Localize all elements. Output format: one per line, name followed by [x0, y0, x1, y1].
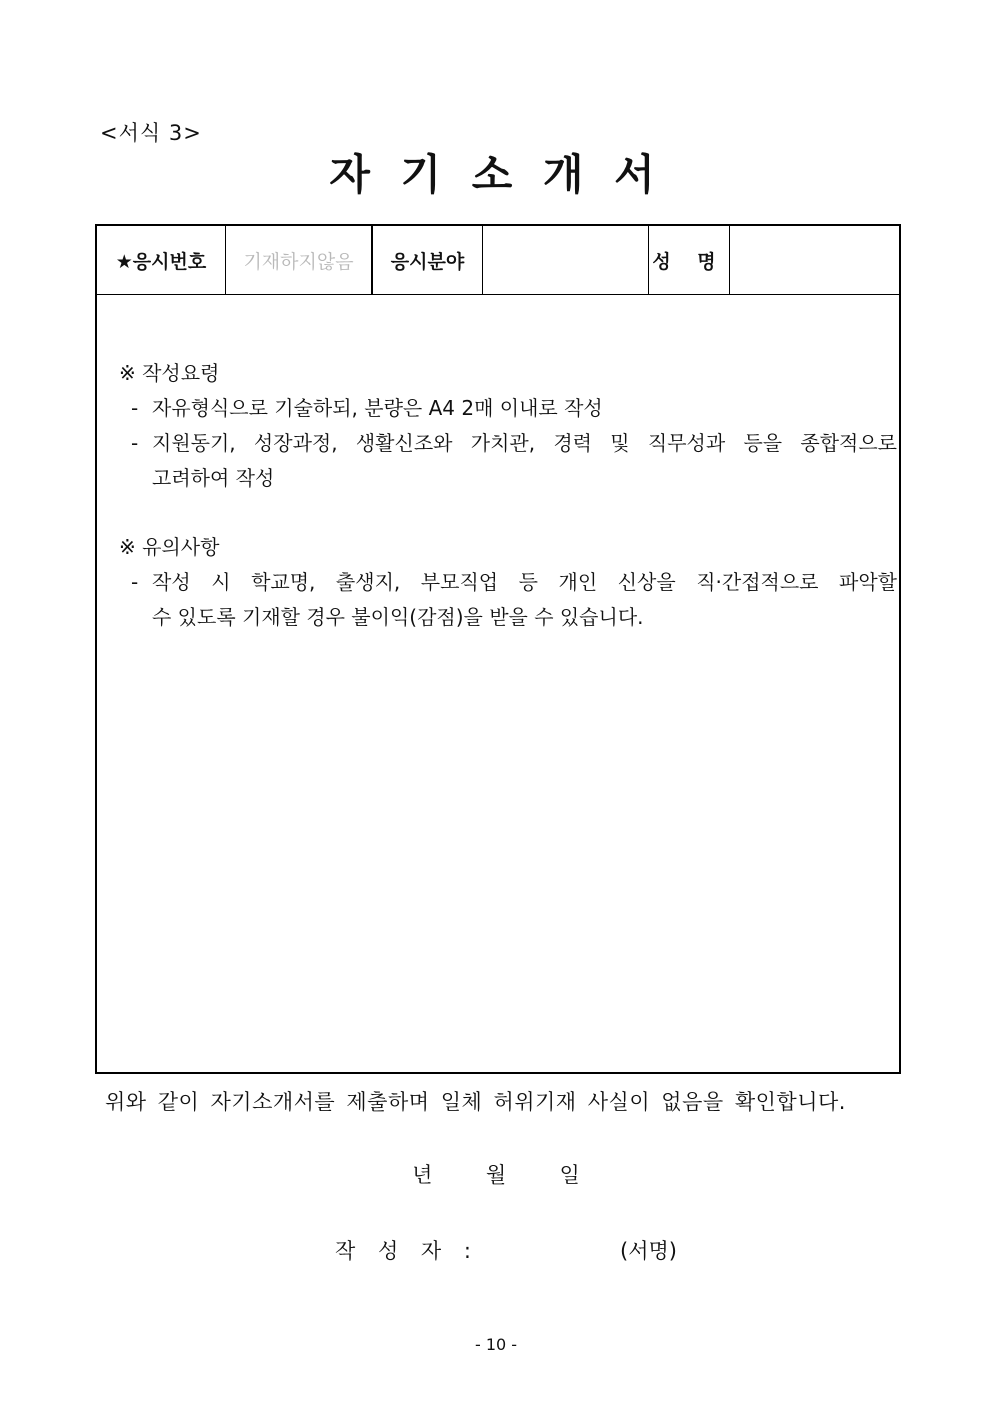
- confirmation-statement: 위와 같이 자기소개서를 제출하며 일체 허위기재 사실이 없음을 확인합니다.: [105, 1090, 846, 1114]
- list-item: [119, 391, 897, 426]
- header-row: [97, 226, 899, 295]
- list-item: [119, 426, 897, 461]
- exam-number-field[interactable]: 기재하지않음: [226, 226, 373, 294]
- bullet-dash: -: [131, 396, 139, 420]
- list-item-text: 작성 시 학교명, 출생지, 부모직업 등 개인 신상을 직·간접적으로 파악할: [152, 570, 897, 594]
- exam-number-label: ★응시번호: [97, 226, 226, 294]
- self-introduction-form: [95, 224, 901, 1074]
- list-item-continuation: 수 있도록 기재할 경우 불이익(감점)을 받을 수 있습니다.: [152, 605, 644, 629]
- list-item: [119, 565, 897, 600]
- application-field-input[interactable]: [483, 226, 649, 294]
- date-line: [0, 1159, 992, 1189]
- signature-label: (서명): [620, 1239, 677, 1263]
- day-label: 일: [559, 1163, 580, 1187]
- essay-writing-area[interactable]: [97, 294, 899, 1072]
- name-input[interactable]: [730, 226, 899, 294]
- application-field-label: 응시분야: [373, 226, 483, 294]
- list-item-text: 자유형식으로 기술하되, 분량은 A4 2매 이내로 작성: [152, 396, 603, 420]
- writing-guidelines-heading: ※ 작성요령: [119, 361, 220, 385]
- year-label: 년: [412, 1163, 433, 1187]
- writer-label: 작 성 자 :: [335, 1239, 479, 1263]
- caution-notes: [119, 530, 897, 635]
- bullet-dash: -: [131, 570, 139, 594]
- form-number-label: <서식 3>: [100, 121, 202, 145]
- list-item-continuation: 고려하여 작성: [152, 466, 275, 490]
- bullet-dash: -: [131, 431, 139, 455]
- month-label: 월: [485, 1163, 507, 1187]
- caution-notes-heading: ※ 유의사항: [119, 535, 220, 559]
- name-label: 성 명: [649, 226, 730, 294]
- writing-guidelines: [119, 356, 897, 496]
- page-number: - 10 -: [474, 1335, 518, 1354]
- document-title: 자 기 소 개 서: [329, 150, 663, 199]
- list-item-text: 지원동기, 성장과정, 생활신조와 가치관, 경력 및 직무성과 등을 종합적으로: [152, 431, 897, 455]
